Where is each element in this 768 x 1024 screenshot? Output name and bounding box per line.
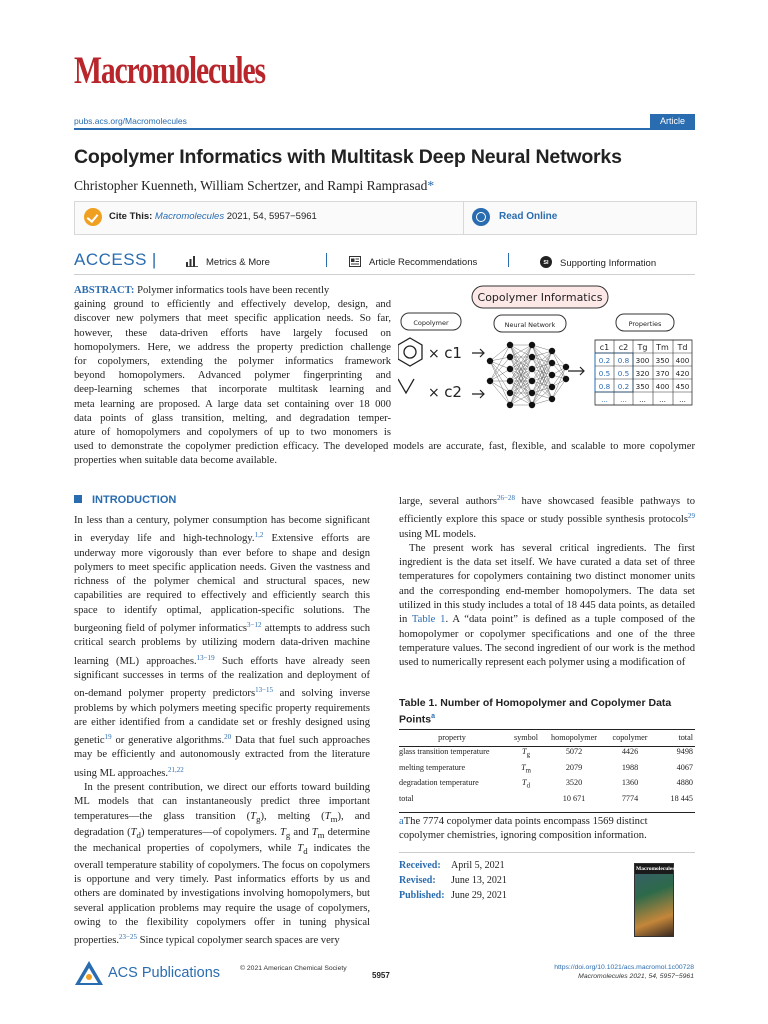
copyright: © 2021 American Chemical Society [240,965,347,972]
abstract-line: data points of glass transition, melting, and degradation temper- [74,412,391,424]
properties-cell: 0.5 [598,369,611,378]
cover-journal-title: Macromolecules [636,866,675,872]
paragraph: In the present contribution, we direct our efforts toward building ML models that can instantaneously predict three important temperatures—the glass transition $(T_g)$, melting $(T_m)$, and degradation $(T_d)$ temperatures—of copolymers. $T_g$ and $T_m$ determine the mechanical properties of copolymers, while $T_d$ indicates the overall temperature stability of copolymers. The focus on copolymers is opportune and very timely. Past informatics efforts by us and others are dominated by investigations involving homopolymers, but several application problems may require the usage of copolymers, owing to the flexibility copolymers offer in tuning physical properties.$^{23-25}$ Since typical copolymer search spaces are very [74,782,371,947]
network-node [563,364,569,370]
table-rule-top [399,729,695,730]
si-badge-icon [540,256,552,268]
network-edge [490,345,510,381]
table-cell: degradation temperature [399,778,479,788]
network-node [529,354,535,360]
table-cell: 5072 [565,747,583,756]
network-node [487,378,493,384]
table-cell: 1360 [621,778,639,788]
table-cell: 2079 [565,762,583,772]
network-node [507,342,513,348]
network-edge [532,351,552,405]
table-cell: glass transition temperature [399,747,490,756]
properties-cell: ... [659,395,666,404]
cite-label: Cite This: [109,211,153,222]
properties-cell: ... [601,395,608,404]
table-col-header: total [678,733,693,742]
corresponding-author-link[interactable]: * [427,178,435,193]
network-node [529,366,535,372]
globe-icon[interactable] [472,208,490,226]
table-row [397,760,695,776]
network-node [529,390,535,396]
table-header-row [397,732,695,743]
table-footnote: aThe 7774 copolymer data points encompass 1569 distinct copolymer chemistries, ignoring composition information. [399,816,648,841]
properties-cell: 400 [675,356,690,365]
abstract-line: ABSTRACT: Polymer informatics tools have been recently [74,285,330,296]
cite-divider [463,202,464,234]
header-rule [74,128,695,130]
abstract-line: beyond homopolymers. Advanced polymer fingerprinting and [74,370,391,382]
page-number: 5957 [372,971,390,980]
table-cell: $T_g$ [522,747,530,759]
network-label: Neural Network [504,321,556,329]
properties-cell: 0.5 [617,369,630,378]
left-column [74,514,370,949]
table-cell: 4426 [621,747,639,756]
published-date: Published: June 29, 2021 [399,890,507,901]
abstract-line: gaining ground to efficiently and effectively develop, design, and [74,299,391,311]
journal-url-link[interactable]: pubs.acs.org/Macromolecules [74,116,187,126]
properties-cell: ... [620,395,627,404]
table-cell: melting temperature [399,762,466,772]
metrics-link[interactable]: Metrics & More [186,256,270,268]
acs-logo-icon [74,960,104,986]
table-cell: total [399,793,414,803]
table-cell: $T_m$ [521,762,531,775]
paragraph: large, several authors$^{26-28}$ have showcased feasible pathways to efficiently explore this space or study possible synthesis protocols$^{29}$ using ML models. [399,494,695,540]
article-type-badge: Article [650,114,695,128]
properties-cell: 450 [675,382,690,391]
bar-chart-icon [186,256,198,267]
read-online-link[interactable]: Read Online [499,211,558,222]
properties-cell: 350 [655,356,670,365]
journal-cover-thumbnail[interactable] [634,863,674,937]
properties-cell: 320 [635,369,650,378]
footer-reference: Macromolecules 2021, 54, 5957−5961 [578,973,694,980]
supporting-information-link[interactable]: SI Supporting Information [540,256,656,269]
properties-label: Properties [628,320,662,328]
publisher-name: ACS Publications [108,965,221,981]
section-marker-icon [74,495,82,503]
properties-header-cell: Tm [656,343,669,352]
doi-link[interactable]: https://doi.org/10.1021/acs.macromol.1c00728 [554,964,694,971]
network-edge [552,367,566,399]
si-badge-text: SI [543,260,549,267]
output-arrow [568,367,584,375]
table-cell: 18 445 [670,793,693,803]
table-cell: 4067 [676,762,693,772]
network-node [549,396,555,402]
c2-multiplier: × c2 [428,383,462,401]
paper-title: Copolymer Informatics with Multitask Deep Neural Networks [74,146,622,168]
access-label: ACCESS | [74,250,157,269]
network-node [549,360,555,366]
properties-cell: 420 [675,369,690,378]
cite-text [109,211,317,222]
table-row [397,775,695,791]
journal-title: Macromolecules [74,49,265,92]
input-arrows [472,349,484,398]
table-cell: 10 671 [562,793,586,803]
network-node [507,390,513,396]
table-cell: $T_d$ [522,778,530,790]
checkmark-icon [84,208,102,226]
table-row [397,791,695,804]
neural-network-icon [487,342,569,408]
c1-multiplier: × c1 [428,344,462,362]
table-cell [507,791,545,804]
network-node [549,372,555,378]
network-edge [532,375,552,405]
data-table [397,732,695,804]
table-cell: 7774 [621,793,639,803]
table-caption: Table 1. Number of Homopolymer and Copolymer Data Points$^a$ [399,697,672,726]
cite-journal-link[interactable]: Macromolecules [154,211,225,222]
toc-graphic [398,283,695,433]
introduction-heading: INTRODUCTION [74,494,176,506]
network-node [549,384,555,390]
network-node [529,378,535,384]
alkane-monomer-icon [398,379,414,393]
network-edge [490,345,510,361]
abstract-line: ature of homopolymers and copolymers of up to two monomers is [74,427,391,439]
properties-header-cell: Tg [637,343,648,352]
table-rule-mid [399,746,695,747]
network-node [507,354,513,360]
network-node [529,342,535,348]
abstract-line: homopolymers. Here, we address the property prediction challenge [74,341,391,353]
properties-cell: 0.2 [598,356,611,365]
abstract-line: for copolymers, extending the polymer informatics framework [74,356,391,368]
network-node [487,358,493,364]
network-node [549,348,555,354]
properties-cell: 350 [635,382,650,391]
properties-cell: 0.8 [617,356,630,365]
author-list [74,178,434,194]
network-node [529,402,535,408]
abstract-label: ABSTRACT: [74,285,135,296]
author-names: Christopher Kuenneth, William Schertzer, and Rampi Ramprasad [74,178,428,193]
network-node [507,378,513,384]
network-node [563,376,569,382]
properties-header-cell: c1 [599,343,610,352]
cite-bar [74,201,697,235]
article-dates [399,858,507,903]
table-col-header: homopolymer [551,733,597,742]
access-rule [74,274,695,275]
table-cell: 4880 [676,778,693,788]
properties-header-cell: c2 [618,343,629,352]
journal-url-bar [74,114,695,130]
received-date: Received: April 5, 2021 [399,860,505,871]
paragraph: In less than a century, polymer consumption has become significant in everyday life and high-technology.$^{1,2}$ Extensive efforts are underway more vigorously than ever before to shape and design polymers to meet specific application needs. Given the vastness and richness of the polymer chemical and structural spaces, new capabilities are required to effectively and efficiently search this space to identify optimal, application-specific solutions. The burgeoning field of polymer informatics$^{3-12}$ attempts to address such critical search problems by utilizing modern data-driven machine learning (ML) approaches.$^{13-19}$ Such efforts have already seen significant successes in terms of the realization and deployment of on-demand polymer property predictors$^{13-15}$ and solving inverse problems by which polymers meeting specific property requirements are either identified from a candidate set or freshly designed using genetic$^{19}$ or generative algorithms.$^{20}$ Data that fuel such approaches may be efficiently and autonomously extracted from the literature using ML approaches.$^{21,22}$ [74,515,371,779]
properties-cell: 370 [655,369,670,378]
access-separator [508,253,509,267]
properties-table [595,340,692,405]
table-cell: 3520 [565,778,583,788]
abstract-line: deep-learning schemes that incorporate multitask learning and [74,384,391,396]
table-col-header: property [438,733,466,742]
table-cell: 1988 [621,762,639,772]
graphic-title: Copolymer Informatics [477,291,603,304]
document-icon [349,256,361,267]
abstract-line: meta learning are proposed. A large data set containing over 18 000 [74,398,391,410]
properties-header-cell: Td [677,343,688,352]
benzene-monomer-icon [398,338,422,366]
cite-reference: 2021, 54, 5957−5961 [226,211,317,222]
properties-cell: 300 [635,356,650,365]
properties-cell: 400 [655,382,670,391]
access-bar [74,250,695,272]
access-separator [326,253,327,267]
table-cell: 9498 [676,747,693,756]
table-col-header: symbol [513,733,539,742]
table-rule-bottom [399,812,695,813]
abstract-line: discover new polymers that meet specific application needs. So far, [74,313,391,325]
table-col-header: copolymer [612,733,648,742]
abstract-tail: used to demonstrate the copolymer prediction efficacy. The developed models are accurate, fast, flexible, and scalable to more copolymer properties when suitable data become available. [74,441,695,467]
properties-cell: 0.8 [598,382,611,391]
properties-cell: ... [639,395,646,404]
network-node [507,366,513,372]
network-edge [490,361,510,393]
right-column [399,491,695,671]
network-node [507,402,513,408]
paragraph: The present work has several critical ingredients. The first ingredient is the data set itself. We have curated a data set of three temperatures for copolymers containing two distinct monomer units and the corresponding end-member homopolymers. The data set utilized in this study includes a total of 18 445 data points, as detailed in Table 1. A “data point” is defined as a tuple composed of the homopolymer or copolymer specifications and one of the three temperature values. The second ingredient of our work is the method used to numerically represent each polymer using a modification of [399,542,695,669]
abstract-block [74,284,391,440]
properties-cell: ... [679,395,686,404]
properties-cell: 0.2 [617,382,630,391]
revised-date: Revised: June 13, 2021 [399,875,507,886]
dates-rule [399,852,695,853]
article-recommendations-link[interactable]: Article Recommendations [349,256,477,268]
copolymer-label: Copolymer [413,319,449,327]
abstract-line: however, these data-driven efforts have largely focused on [74,327,391,339]
network-edge [532,351,552,381]
